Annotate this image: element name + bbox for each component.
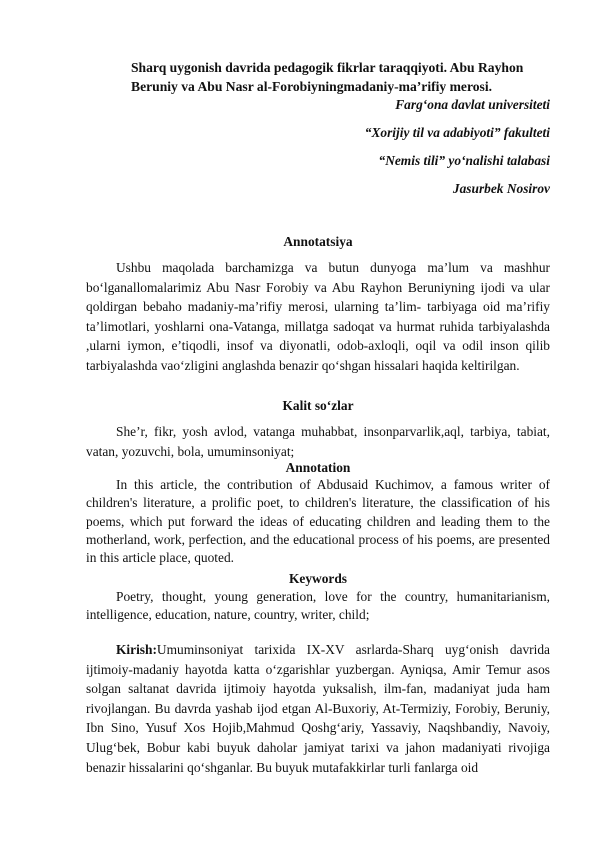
kirish-text: Umuminsoniyat tarixida IX-XV asrlarda-Sharq uyg‘onish davrida ijtimoiy-madaniy hayotda katta o‘zgarishlar yuzbergan. Ayniqsa, Amir Temur asos solgan saltanat davrida ijtimoiy hayotda yuksalish, ilm-fan, madaniyat juda ham rivojlangan. Bu davrda yashab ijod etgan Al-Buxoriy, At-Termiziy, Forobiy, Beruniy, Ibn Sino, Yusuf Xos Hojib,Mahmud Qoshg‘ariy, Yassaviy, Naqshbandiy, Navoiy, Ulug‘bek, Bobur kabi buyuk daholar jamiyat tarixi va jahon madaniyati rivojiga benazir hissalarini qo‘shganlar. Bu buyuk mutafakkirlar turli fanlarga oid [86,642,550,775]
annotatsiya-text: Ushbu maqolada barchamizga va butun dunyoga ma’lum va mashhur bo‘lganallomalarimiz Abu Nasr Forobiy va Abu Rayhon Beruniyning ijodi va ular qoldirgan bebaho madaniy-ma’rifiy merosi, ularning ta’lim- tarbiyaga oid ma’rifiy ta’limotlari, yoshlarni ona-Vatanga, millatga sadoqat va hurmat ruhida tarbiyalashda ,ularni iymon, e’tiqodli, insof va diyonatli, odob-axloqli, oqil va odil inson qilib tarbiyalashda vao‘zligini anglashda benazir qo‘shgan hissalari haqida keltirilgan. [86,260,550,373]
keywords-text: Poetry, thought, young generation, love for the country, humanitarianism, intelligence, education, nature, country, writer, child; [86,589,550,623]
kirish-paragraph [86,640,550,777]
affiliation-university: Farg‘ona davlat universiteti [395,97,550,112]
author-name: Jasurbek Nosirov [452,181,550,196]
annotation-text: In this article, the contribution of Abdusaid Kuchimov, a famous writer of children's literature, a prolific poet, to children's literature, the classification of his poems, which put forward the ideas of educating children and leading them to the motherland, work, perfection, and the educational process of his poems, are presented in this article place, quoted. [86,477,550,566]
keywords-heading: Keywords [288,571,348,586]
affiliation-direction: “Nemis tili” yo‘nalishi talabasi [378,153,550,168]
article-title: Sharq uygonish davrida pedagogik fikrlar taraqqiyoti. Abu Rayhon Beruniy va Abu Nasr al-Forobiyningmadaniy-ma’rifiy merosi. [131,60,524,94]
kalit-heading: Kalit so‘zlar [282,398,354,413]
annotatsiya-heading: Annotatsiya [283,234,353,249]
kirish-lead: Kirish: [116,642,157,657]
kalit-text: She’r, fikr, yosh avlod, vatanga muhabbat, insonparvarlik,aql, tarbiya, tabiat, vatan, yozuvchi, bola, umuminsoniyat; [86,424,550,459]
affiliation-faculty: “Xorijiy til va adabiyoti” fakulteti [364,125,550,140]
annotation-heading: Annotation [285,460,351,475]
